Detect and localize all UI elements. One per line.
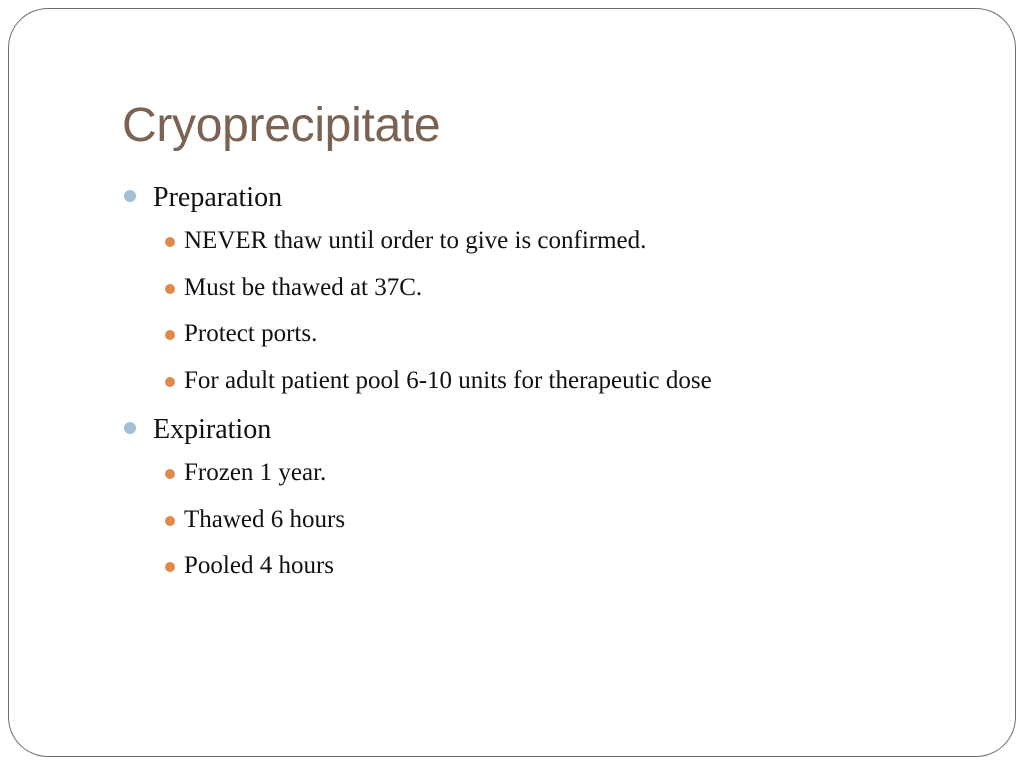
list-item [153,363,939,399]
bullet-dot-icon [124,190,136,202]
section-expiration [119,409,939,584]
slide-frame [8,8,1016,757]
bullet-dot-icon [165,330,175,340]
list-item-text: NEVER thaw until order to give is confirmed. [184,227,647,254]
bullet-dot-icon [165,469,175,479]
slide-title: Cryoprecipitate [122,99,441,152]
section-heading: Expiration [153,414,272,445]
sub-bullet-list [153,455,939,584]
list-item-text: Protect ports. [184,320,318,347]
list-item-text: Thawed 6 hours [184,505,346,533]
list-item-text: For adult patient pool 6-10 units for therapeutic dose [184,366,712,394]
list-item-text: Pooled 4 hours [184,552,334,579]
slide-body [119,177,939,595]
bullet-dot-icon [124,422,136,434]
bullet-dot-icon [165,377,175,387]
bullet-dot-icon [165,516,175,526]
bullet-dot-icon [165,284,175,294]
section-heading: Preparation [153,182,283,213]
list-item [153,455,939,491]
list-item [153,316,939,352]
list-item [153,502,939,538]
sub-bullet-list [153,223,939,399]
bullet-dot-icon [165,562,175,572]
section-preparation [119,177,939,399]
list-item [153,270,939,306]
bullet-dot-icon [165,237,175,247]
list-item [153,223,939,259]
list-item-text: Frozen 1 year. [184,459,327,486]
list-item-text: Must be thawed at 37C. [184,273,423,301]
list-item [153,548,939,584]
bullet-list [119,177,939,584]
